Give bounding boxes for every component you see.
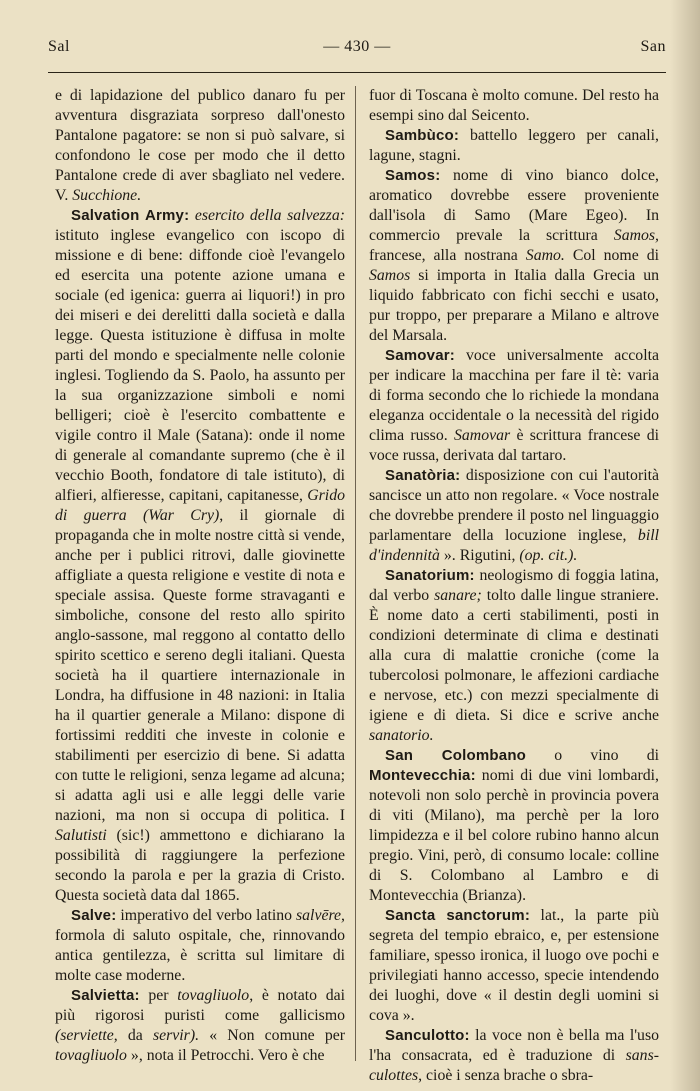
dictionary-entry [369, 126, 659, 166]
entry-headword: Salvation Army: [71, 207, 190, 224]
entry-text: o vino di [526, 747, 659, 764]
left-column [55, 86, 345, 1066]
italic-term: tovagliuolo [177, 987, 250, 1004]
continued-paragraph [55, 86, 345, 206]
entry-text: nome di vino bianco dolce, aromatico dovrebbe essere proveniente dall'isola di Samo (Mare Egeo). In commercio prevale la scrittura [369, 167, 659, 244]
entry-headword: Samovar: [385, 347, 455, 364]
entry-headword: Montevecchia: [369, 767, 476, 784]
entry-text: fuor di Toscana è molto comune. Del resto ha esempi sino dal Seicento. [369, 87, 659, 124]
entry-headword: Sambùco: [385, 127, 460, 144]
italic-term: Succhione. [72, 187, 142, 204]
header-rule [48, 72, 666, 73]
entry-text: tolto dalle lingue straniere. È nome dato a certi stabilimenti, posti in condizioni determinate di clima e destinati alla cura di malattie croniche (come la tubercolosi polmonare, le affezioni cardiache e nervose, etc.) con mezzi specialmente di igiene e di dieta. Si dice e scrive anche [369, 587, 659, 724]
italic-term: Samos, [613, 227, 659, 244]
entry-text: battello leggero per canali, lagune, stagni. [369, 127, 659, 164]
italic-term: sanatorio. [369, 727, 434, 744]
entry-headword: Salve: [71, 907, 117, 924]
dictionary-entry [369, 906, 659, 1026]
italic-term: Samos [369, 267, 411, 284]
entry-headword: Sanatorium: [385, 567, 475, 584]
italic-term: (op. cit.). [519, 547, 578, 564]
dictionary-entry [369, 466, 659, 566]
dictionary-entry [369, 746, 659, 906]
entry-text: formola di saluto ospitale, che, rinnovando antica gentilezza, è scritta sul limitare di molte case moderne. [55, 927, 345, 984]
dictionary-entry [369, 346, 659, 466]
entry-text: istituto inglese evangelico con iscopo di missione e di bene: diffonde cioè l'evangelo ed esercita una potente azione umana e sociale (ed igenica: guerra ai liquori!) in pro dei miseri e dei derelitti dalla società e dalla legge. Questa istituzione è diffusa in molte parti del mondo e specialmente nelle colonie inglesi. Togliendo da S. Paolo, ha assunto per la sua organizzazione simboli e nomi belligeri; cioè è l'esercito combattente e vigile contro il Male (Satana): onde il nome di generale al comandante supremo (che è il vecchio Booth, fondatore di tale istituto), di alfieri, alfieresse, capitani, capitanesse, [55, 227, 345, 504]
dictionary-entry [55, 986, 345, 1066]
italic-term: salvēre, [296, 907, 345, 924]
italic-term: esercito della salvezza: [194, 207, 345, 224]
italic-term: servir). [152, 1027, 200, 1044]
right-column [369, 86, 659, 1086]
entry-text: francese, alla nostrana [369, 247, 526, 264]
italic-term: Samo. [525, 247, 565, 264]
entry-text: lat., la parte più segreta del tempio ebraico, e, per estensione familiare, spesso ironica, il luogo ove pochi e privilegiati hanno accesso, specie intendendo dei luoghi, dove « il destin degli uomini si cova ». [369, 907, 659, 1024]
entry-text: e di lapidazione del publico danaro fu per avventura disgraziata sorpreso dall'onesto Pantalone pagatore: se non si può salvare, si confondono le cose per modo che il detto Pantalone crede di aver sbagliato nel vedere. V. [55, 87, 345, 204]
italic-term: bill d'indennità [369, 527, 659, 564]
dictionary-entry [369, 1026, 659, 1086]
italic-term: Salutisti [55, 827, 107, 844]
entry-headword: Sanculotto: [385, 1027, 470, 1044]
entry-text: », nota il Petrocchi. Vero è che [126, 1047, 325, 1064]
entry-headword: Samos: [385, 167, 441, 184]
italic-term: Samovar [453, 427, 511, 444]
italic-term: sans-culottes [369, 1047, 659, 1084]
running-head-right: San [640, 38, 666, 55]
italic-term: tovagliuolo [55, 1047, 127, 1064]
entry-text: si importa in Italia dalla Grecia un liquido fabbricato con fichi secchi e usato, pur troppo, per preparare a Milano e altrove del Marsala. [369, 267, 659, 344]
entry-text: , è notato dai più rigorosi puristi come gallicismo [55, 987, 346, 1024]
italic-term: Grido di guerra (War Cry) [55, 487, 345, 524]
entry-text: Col nome di [564, 247, 659, 264]
italic-term: (serviette, [55, 1027, 118, 1044]
entry-text: è scrittura francese di voce russa, derivata dal tartaro. [369, 427, 659, 464]
entry-text: ». Rigutini, [439, 547, 520, 564]
entry-text: , il giornale di propaganda che in molte nostre città si vende, anche per i publici ritrovi, dalle giovinette affigliate a questa religione e vestite di nota e speciale assisa. Queste forme stravaganti e simboliche, consone del resto allo spirito anglo-sassone, mal reggono al contatto dello spirito scettico e sereno degli italiani. Questa società ha il quartiere internazionale in Londra, ha diffusione in 48 nazioni: in Italia ha il quartier generale a Milano: dispone di fortissimi redditi che investe in colonie e stabilimenti per esercizio di bene. Si adatta con tutte le religioni, senza legame ad alcuna; si adatta agli usi e alle leggi delle varie nazioni, ma non si occupa di politica. I [55, 507, 346, 824]
entry-text: per [139, 987, 178, 1004]
entry-headword: Sanatòria: [385, 467, 461, 484]
page-edge-shadow [670, 0, 700, 1091]
dictionary-entry [369, 566, 659, 746]
entry-text: (sic!) ammettono e dichiarano la possibilità di raggiungere la perfezione secondo la parola e per la grazia di Cristo. Questa società data dal 1865. [55, 827, 345, 904]
entry-headword: San Colombano [385, 747, 527, 764]
dictionary-entry [369, 166, 659, 346]
dictionary-entry [55, 206, 345, 906]
running-head-left: Sal [48, 38, 70, 55]
entry-text: , cioè i senza brache o sbra- [418, 1067, 594, 1084]
entry-text: imperativo del verbo latino [116, 907, 297, 924]
entry-text: neologismo di foggia latina, dal verbo [369, 567, 659, 604]
entry-text: disposizione con cui l'autorità sancisce un atto non regolare. « Voce nostrale che dovrebbe prendere il posto nel linguaggio parlamentare della locuzione inglese, [369, 467, 659, 544]
entry-text: la voce non è bella ma l'uso l'ha consacrata, ed è traduzione di [369, 1027, 659, 1064]
dictionary-entry [55, 906, 345, 986]
page-number: — 430 — [323, 38, 391, 55]
continued-paragraph [369, 86, 659, 126]
entry-headword: Sancta sanctorum: [385, 907, 531, 924]
entry-text: nomi di due vini lombardi, notevoli non solo perchè in provincia povera di viti (Milano), ma perchè per la loro limpidezza e il bel colore rubino hanno alcun pregio. Vini, però, di consumo locale: colline di S. Colombano al Lambro e di Montevecchia (Brianza). [369, 767, 659, 904]
entry-text: da [117, 1027, 153, 1044]
entry-text: voce universalmente accolta per indicare la macchina per fare il tè: varia di forma secondo che lo richiede la mondana eleganza occidentale o la necessità del rigido clima russo. [369, 347, 659, 444]
italic-term: sanare; [434, 587, 482, 604]
page-header [48, 38, 666, 62]
entry-text: « Non comune per [199, 1027, 345, 1044]
column-divider [355, 86, 356, 1061]
entry-headword: Salvietta: [71, 987, 140, 1004]
